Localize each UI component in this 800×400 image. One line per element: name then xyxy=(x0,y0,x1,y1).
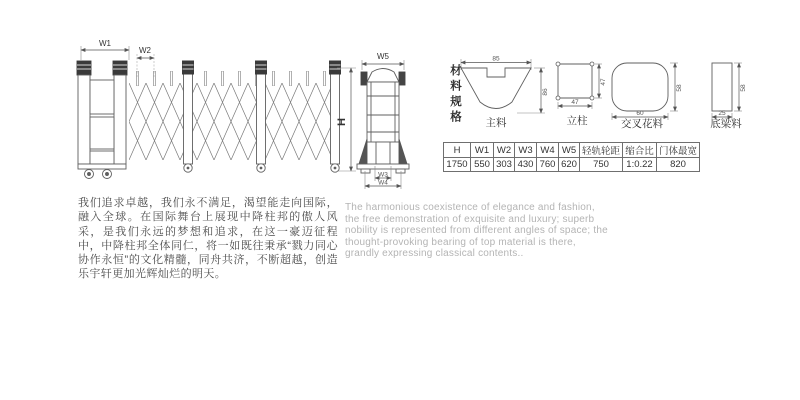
post-material-shape xyxy=(558,64,592,98)
w3-label: W3 xyxy=(378,171,388,179)
profile-cross-material xyxy=(606,58,690,130)
spec-value-row xyxy=(444,158,700,172)
spec-value: 550 xyxy=(471,158,494,172)
h-label: H xyxy=(336,118,348,126)
gate-post-3 xyxy=(256,61,267,172)
spec-value: 760 xyxy=(537,158,559,172)
bottom-beam-label: 底梁料 xyxy=(710,118,742,130)
spec-header: W3 xyxy=(515,143,537,158)
spec-value: 430 xyxy=(515,158,537,172)
w1-label: W1 xyxy=(99,39,111,48)
profile-main-material xyxy=(455,56,555,130)
spec-header: 轻轨轮距 xyxy=(580,143,623,158)
spec-header: 缩合比 xyxy=(623,143,657,158)
profile-bottom-beam xyxy=(700,58,766,130)
spec-value: 750 xyxy=(580,158,623,172)
w4-label: W4 xyxy=(378,179,388,187)
spec-value: 620 xyxy=(559,158,580,172)
spec-value: 303 xyxy=(494,158,515,172)
marketing-text-english: The harmonious coexistence of elegance and fashion, the free demonstration of exquisite and luxury; superb nobility is represented from different angles of space; the thought-provoking bearing of top material is there, grandly expressing classical contents.. xyxy=(345,202,608,260)
main-material-top-dim: 85 xyxy=(492,56,500,63)
gate-post-side-view xyxy=(357,52,409,189)
gate-post-2 xyxy=(183,61,194,172)
post-material-right-dim: 47 xyxy=(600,78,607,86)
w5-label: W5 xyxy=(377,52,389,61)
gate-technical-drawing xyxy=(73,38,415,200)
spec-table xyxy=(443,142,700,172)
main-material-shape xyxy=(461,68,531,109)
spec-header: W4 xyxy=(537,143,559,158)
cross-material-right-dim: 58 xyxy=(676,84,683,92)
post-material-bottom-dim: 47 xyxy=(571,99,579,107)
cross-material-bottom-dim: 60 xyxy=(636,110,644,118)
spec-header: W1 xyxy=(471,143,494,158)
main-material-right-dim: 86 xyxy=(542,88,549,96)
cross-material-shape xyxy=(612,63,668,111)
bottom-beam-right-dim: 58 xyxy=(740,84,747,92)
spec-value: 1:0.22 xyxy=(623,158,657,172)
dimension-w1 xyxy=(81,39,129,60)
gate-lattice xyxy=(129,83,335,160)
spec-header: W2 xyxy=(494,143,515,158)
spec-header-row xyxy=(444,143,700,158)
materials-section-title: 材料规格 xyxy=(449,64,461,126)
spec-value: 1750 xyxy=(444,158,471,172)
cross-material-label: 交叉花料 xyxy=(621,118,663,130)
company-intro-chinese: 我们追求卓越，我们永不满足，渴望能走向国际，融入全球。在国际舞台上展现中降柱邦的傲人风采，是我们永远的梦想和追求，在这一豪迈征程中，中降柱邦全体同仁，将一如既往秉承“戮力同心 协作永恒”的文化精髓，同舟共济，不断超越，创造乐宇轩更加光辉灿烂的明天。 xyxy=(78,197,338,281)
w2-label: W2 xyxy=(139,46,151,55)
spec-header: H xyxy=(444,143,471,158)
bottom-beam-shape xyxy=(712,63,732,111)
bottom-beam-bottom-dim: 25 xyxy=(718,110,726,118)
main-material-label: 主料 xyxy=(485,117,507,129)
post-material-label: 立柱 xyxy=(566,115,588,127)
gate-end-post xyxy=(330,61,341,172)
gate-main-post xyxy=(77,61,127,179)
spec-header: 门体最宽 xyxy=(657,143,700,158)
profile-post-material xyxy=(550,58,608,128)
spec-value: 820 xyxy=(657,158,700,172)
spec-header: W5 xyxy=(559,143,580,158)
